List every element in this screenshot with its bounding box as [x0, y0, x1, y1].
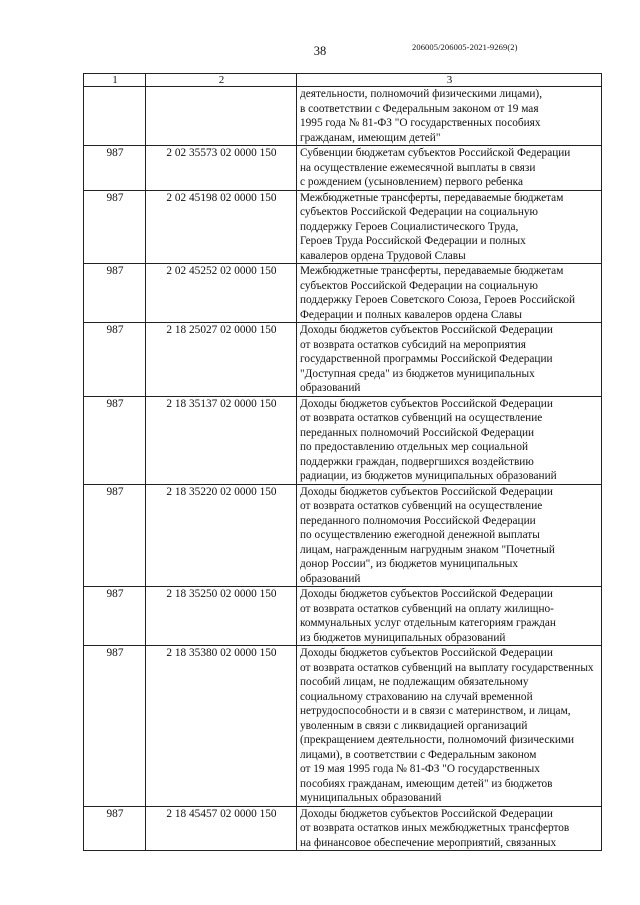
table-row: [84, 146, 602, 191]
budget-classification-table: [83, 73, 602, 851]
description-line: Доходы бюджетов субъектов Российской Федерации: [300, 485, 553, 498]
description-line: Доходы бюджетов субъектов Российской Федерации: [300, 647, 553, 659]
description-line: от возврата остатков иных межбюджетных трансфертов: [300, 822, 570, 834]
budget-code-cell: 2 18 35380 02 0000 150: [146, 646, 297, 807]
table-row: [84, 587, 602, 646]
budget-code-cell: 2 18 25027 02 0000 150: [146, 323, 297, 397]
budget-code-cell: 2 18 45457 02 0000 150: [146, 806, 297, 851]
description-line: пособиях гражданам, имеющим детей" из бюджетов: [300, 777, 553, 790]
description-cell: [297, 146, 602, 191]
table-row: [84, 646, 602, 807]
description-line: переданного полномочия Российской Федерации: [300, 514, 536, 527]
description-line: социальному страхованию на случай временной: [300, 690, 533, 703]
column-header-2: 2: [146, 74, 297, 87]
description-line: Доходы бюджетов субъектов Российской Федерации: [300, 397, 553, 410]
column-header-3: 3: [297, 74, 602, 87]
description-line: от возврата остатков субвенций на осуществление: [300, 412, 543, 424]
admin-code-cell: 987: [84, 587, 146, 646]
description-line: Межбюджетные трансферты, передаваемые бюджетам: [300, 265, 564, 277]
description-line: от возврата остатков субсидий на мероприятия: [300, 338, 526, 351]
admin-code-cell: 987: [84, 323, 146, 397]
description-cell: [297, 323, 602, 397]
description-line: образований: [300, 572, 361, 585]
description-line: Межбюджетные трансферты, передаваемые бюджетам: [300, 191, 564, 204]
description-line: государственной программы Российской Федерации: [300, 353, 553, 365]
table-row: [84, 396, 602, 484]
description-line: гражданам, имеющим детей": [300, 131, 441, 144]
description-line: в соответствии с Федеральным законом от 19 мая: [300, 102, 539, 115]
description-line: на финансовое обеспечение мероприятий, связанных: [300, 836, 557, 849]
description-line: Доходы бюджетов субъектов Российской Федерации: [300, 324, 553, 336]
description-line: Федерации и полных кавалеров ордена Славы: [300, 308, 522, 321]
description-line: пособий лицам, не подлежащим обязательному: [300, 676, 529, 688]
admin-code-cell: [84, 87, 146, 146]
description-line: поддержку Героев Советского Союза, Героев Российской: [300, 294, 576, 306]
description-line: Доходы бюджетов субъектов Российской Федерации: [300, 807, 553, 820]
description-line: на осуществление ежемесячной выплаты в связи: [300, 161, 536, 174]
admin-code-cell: 987: [84, 646, 146, 807]
description-line: "Доступная среда" из бюджетов муниципальных: [300, 367, 535, 380]
table-header-row: [84, 74, 602, 87]
description-line: Субвенции бюджетам субъектов Российской Федерации: [300, 147, 571, 159]
admin-code-cell: 987: [84, 190, 146, 264]
description-cell: [297, 190, 602, 264]
description-line: по осуществлению ежегодной денежной выплаты: [300, 529, 540, 541]
description-cell: [297, 806, 602, 851]
table-row: [84, 190, 602, 264]
budget-code-cell: 2 18 35220 02 0000 150: [146, 484, 297, 587]
table-body: [84, 74, 602, 851]
admin-code-cell: 987: [84, 484, 146, 587]
description-line: уволенным в связи с ликвидацией организаций: [300, 719, 528, 732]
admin-code-cell: 987: [84, 264, 146, 323]
description-line: от 19 мая 1995 года № 81-ФЗ "О государственных: [300, 763, 540, 775]
description-line: Героев Труда Российской Федерации и полных: [300, 235, 526, 247]
description-line: коммунальных услуг отдельным категориям граждан: [300, 617, 556, 629]
table-row: [84, 323, 602, 397]
description-line: из бюджетов муниципальных образований: [300, 631, 506, 644]
table-row: [84, 87, 602, 146]
description-line: лицами), в соответствии с Федеральным законом: [300, 748, 537, 761]
description-line: Доходы бюджетов субъектов Российской Федерации: [300, 588, 553, 600]
description-line: образований: [300, 382, 361, 394]
budget-code-cell: 2 02 45198 02 0000 150: [146, 190, 297, 264]
budget-code-cell: 2 02 45252 02 0000 150: [146, 264, 297, 323]
description-cell: [297, 264, 602, 323]
description-cell: [297, 484, 602, 587]
description-line: субъектов Российской Федерации на социальную: [300, 206, 538, 218]
table-row: [84, 484, 602, 587]
description-line: радиации, из бюджетов муниципальных образований: [300, 470, 557, 482]
description-line: (прекращением деятельности, полномочий физическими: [300, 734, 575, 746]
description-cell: [297, 587, 602, 646]
admin-code-cell: 987: [84, 396, 146, 484]
description-line: кавалеров ордена Трудовой Славы: [300, 249, 466, 262]
description-line: поддержку Героев Социалистического Труда,: [300, 220, 519, 233]
description-cell: [297, 87, 602, 146]
budget-code-cell: 2 18 35137 02 0000 150: [146, 396, 297, 484]
description-line: 1995 года № 81-ФЗ "О государственных пособиях: [300, 117, 541, 129]
description-line: по предоставлению отдельных мер социальной: [300, 441, 529, 453]
admin-code-cell: 987: [84, 146, 146, 191]
description-line: с рождением (усыновлением) первого ребенка: [300, 176, 523, 188]
description-line: от возврата остатков субвенций на оплату жилищно-: [300, 602, 554, 615]
description-line: от возврата остатков субвенций на осуществление: [300, 500, 543, 512]
document-id: 206005/206005-2021-9269(2): [412, 42, 518, 52]
description-cell: [297, 646, 602, 807]
description-line: нетрудоспособности и в связи с материнством, и лицам,: [300, 705, 571, 717]
budget-code-cell: [146, 87, 297, 146]
table-row: [84, 806, 602, 851]
budget-code-cell: 2 18 35250 02 0000 150: [146, 587, 297, 646]
description-line: субъектов Российской Федерации на социальную: [300, 279, 538, 292]
admin-code-cell: 987: [84, 806, 146, 851]
table-row: [84, 264, 602, 323]
column-header-1: 1: [84, 74, 146, 87]
description-line: лицам, награжденным нагрудным знаком "Почетный: [300, 543, 555, 556]
description-line: от возврата остатков субвенций на выплату государственных: [300, 661, 594, 674]
description-line: поддержки граждан, подвергшихся воздействию: [300, 455, 534, 468]
description-line: деятельности, полномочий физическими лицами),: [300, 88, 543, 100]
description-cell: [297, 396, 602, 484]
budget-code-cell: 2 02 35573 02 0000 150: [146, 146, 297, 191]
description-line: муниципальных образований: [300, 792, 442, 804]
description-line: переданных полномочий Российской Федерации: [300, 426, 535, 439]
page-number: 38: [313, 44, 327, 58]
description-line: донор России", из бюджетов муниципальных: [300, 558, 519, 570]
